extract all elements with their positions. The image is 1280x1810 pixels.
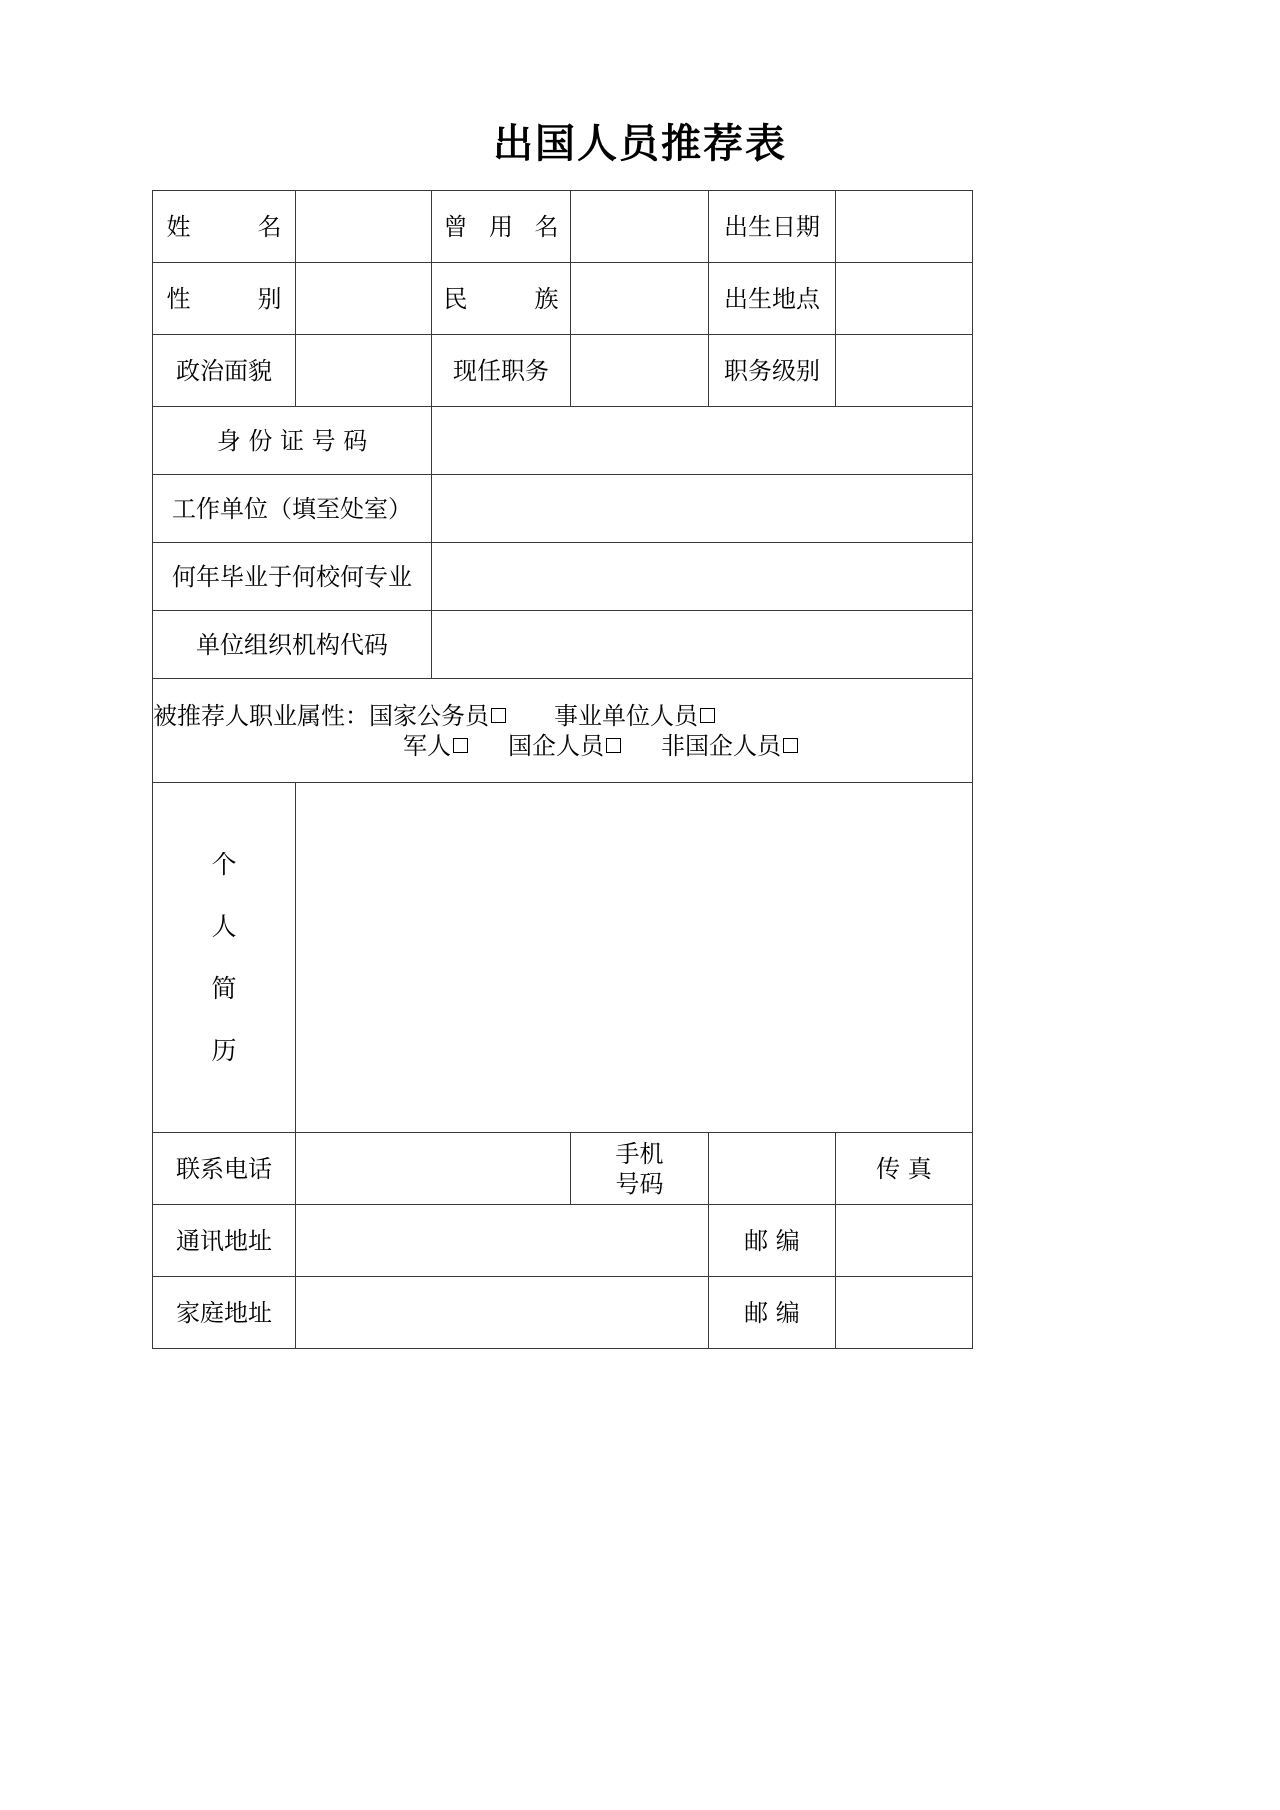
field-value-id-number[interactable] — [432, 407, 973, 475]
field-label-birth-date — [709, 191, 836, 263]
occupation-prompt: 被推荐人职业属性： — [153, 701, 369, 730]
occupation-option-non-soe-staff-label: 非国企人员 — [661, 731, 781, 760]
field-value-birth-place[interactable] — [836, 263, 973, 335]
checkbox-icon[interactable] — [783, 738, 798, 753]
occupation-option-military[interactable] — [403, 732, 468, 760]
field-value-education[interactable] — [432, 543, 973, 611]
occupation-option-civil-servant[interactable] — [369, 702, 506, 730]
occupation-option-non-soe-staff[interactable] — [661, 732, 798, 760]
field-label-position-rank — [709, 335, 836, 407]
occupation-option-military-label: 军人 — [403, 731, 451, 760]
field-label-home-postcode — [709, 1277, 836, 1349]
field-label-work-unit-text: 工作单位（填至处室） — [172, 494, 412, 523]
table-row — [153, 543, 973, 611]
page-title: 出国人员推荐表 — [493, 121, 787, 167]
field-label-home-postcode-text: 邮 编 — [744, 1298, 800, 1327]
field-value-home-address[interactable] — [296, 1277, 709, 1349]
field-label-fax-text: 传 真 — [876, 1154, 932, 1183]
field-value-mail-postcode[interactable] — [836, 1205, 973, 1277]
field-value-home-postcode[interactable] — [836, 1277, 973, 1349]
field-label-fax — [836, 1133, 973, 1205]
field-value-gender[interactable] — [296, 263, 432, 335]
field-label-former-name-text: 曾 用 名 — [443, 212, 559, 241]
occupation-option-institution-staff[interactable] — [554, 702, 715, 730]
occupation-attribute-cell — [153, 679, 973, 783]
table-row — [153, 1205, 973, 1277]
table-row — [153, 191, 973, 263]
field-label-mail-postcode-text: 邮 编 — [744, 1226, 800, 1255]
table-row — [153, 407, 973, 475]
recommendation-form-table — [152, 190, 973, 1349]
field-label-phone — [153, 1133, 296, 1205]
field-label-mobile — [571, 1133, 709, 1205]
table-row — [153, 783, 973, 1133]
table-row — [153, 1277, 973, 1349]
field-value-personal-resume[interactable] — [296, 783, 973, 1133]
field-label-mail-address — [153, 1205, 296, 1277]
occupation-option-civil-servant-label: 国家公务员 — [369, 701, 489, 730]
field-label-id-number-text: 身 份 证 号 码 — [216, 426, 368, 455]
field-value-political-status[interactable] — [296, 335, 432, 407]
field-label-education — [153, 543, 432, 611]
field-label-mobile-line1: 手机 — [615, 1139, 664, 1168]
table-row — [153, 611, 973, 679]
checkbox-icon[interactable] — [700, 708, 715, 723]
field-value-org-code[interactable] — [432, 611, 973, 679]
field-value-current-position[interactable] — [571, 335, 709, 407]
field-label-name — [153, 191, 296, 263]
field-label-work-unit — [153, 475, 432, 543]
field-label-birth-date-text: 出生日期 — [724, 212, 820, 241]
table-row — [153, 1133, 973, 1205]
field-value-position-rank[interactable] — [836, 335, 973, 407]
table-row — [153, 679, 973, 783]
field-label-gender-text: 性 别 — [166, 284, 282, 313]
field-label-personal-resume — [153, 783, 296, 1133]
field-label-former-name — [432, 191, 571, 263]
occupation-line-1 — [153, 701, 972, 731]
field-label-mail-postcode — [709, 1205, 836, 1277]
resume-label-char: 人 — [211, 911, 237, 941]
table-row — [153, 263, 973, 335]
field-label-position-rank-text: 职务级别 — [724, 356, 820, 385]
field-label-current-position-text: 现任职务 — [453, 356, 549, 385]
table-row — [153, 335, 973, 407]
resume-label-char: 历 — [211, 1035, 237, 1065]
field-value-ethnicity[interactable] — [571, 263, 709, 335]
occupation-option-institution-staff-label: 事业单位人员 — [554, 701, 698, 730]
checkbox-icon[interactable] — [606, 738, 621, 753]
field-label-ethnicity-text: 民 族 — [443, 284, 559, 313]
field-label-phone-text: 联系电话 — [176, 1154, 272, 1183]
occupation-line-2 — [153, 731, 972, 761]
field-label-personal-resume-vertical — [211, 834, 236, 1082]
occupation-option-soe-staff-label: 国企人员 — [508, 731, 604, 760]
field-label-home-address-text: 家庭地址 — [176, 1298, 272, 1327]
field-value-birth-date[interactable] — [836, 191, 973, 263]
field-label-birth-place — [709, 263, 836, 335]
resume-label-char: 个 — [211, 849, 237, 879]
field-label-id-number — [153, 407, 432, 475]
field-value-work-unit[interactable] — [432, 475, 973, 543]
field-value-name[interactable] — [296, 191, 432, 263]
field-label-mail-address-text: 通讯地址 — [176, 1226, 272, 1255]
resume-label-char: 简 — [211, 973, 237, 1003]
field-label-political-status — [153, 335, 296, 407]
checkbox-icon[interactable] — [453, 738, 468, 753]
field-label-birth-place-text: 出生地点 — [724, 284, 820, 313]
table-row — [153, 475, 973, 543]
field-label-gender — [153, 263, 296, 335]
field-label-current-position — [432, 335, 571, 407]
field-label-mobile-line2: 号码 — [615, 1169, 664, 1198]
field-label-name-text: 姓 名 — [166, 212, 282, 241]
field-value-mobile[interactable] — [709, 1133, 836, 1205]
field-label-education-text: 何年毕业于何校何专业 — [172, 562, 412, 591]
field-label-home-address — [153, 1277, 296, 1349]
checkbox-icon[interactable] — [491, 708, 506, 723]
field-label-ethnicity — [432, 263, 571, 335]
field-label-org-code-text: 单位组织机构代码 — [196, 630, 388, 659]
field-label-org-code — [153, 611, 432, 679]
field-value-mail-address[interactable] — [296, 1205, 709, 1277]
field-value-phone[interactable] — [296, 1133, 571, 1205]
field-value-former-name[interactable] — [571, 191, 709, 263]
field-label-political-status-text: 政治面貌 — [176, 356, 272, 385]
occupation-option-soe-staff[interactable] — [508, 732, 621, 760]
